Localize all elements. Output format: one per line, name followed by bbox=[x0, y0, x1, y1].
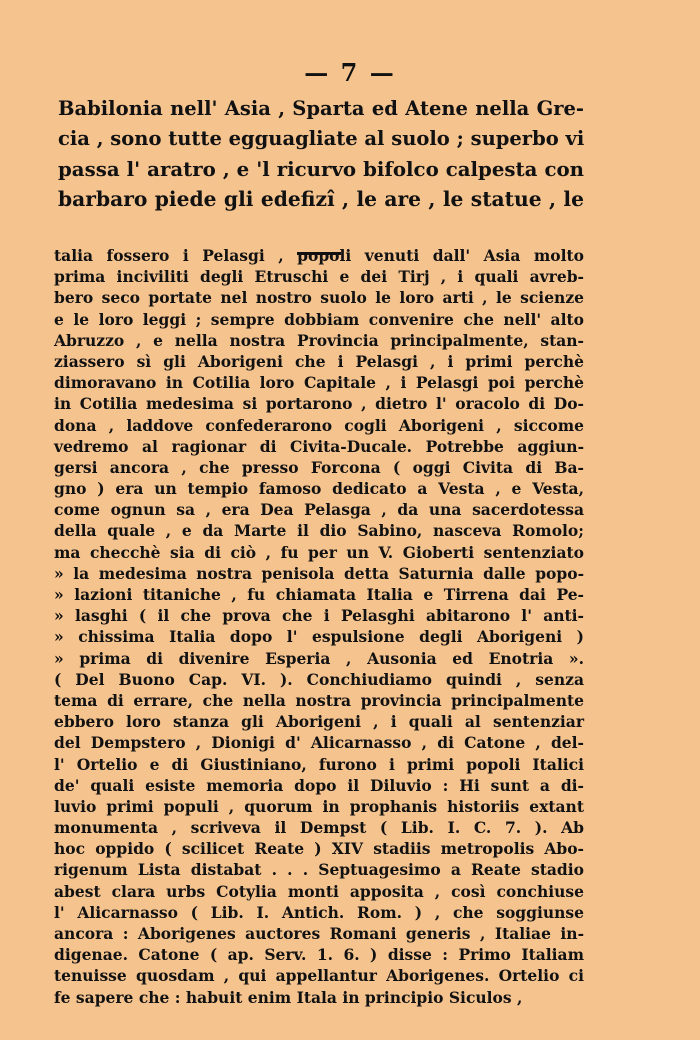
footnote-line: » lazioni titaniche , fu chiamata Italia e Tirrena dai Pe- bbox=[54, 585, 584, 604]
footnote-line: gno ) era un tempio famoso dedicato a Vesta , e Vesta, bbox=[54, 479, 584, 499]
footnote-line: gersi ancora , che presso Forcona ( oggi Civita di Ba- bbox=[54, 457, 584, 477]
footnote-line: bero seco portate nel nostro suolo le loro arti , le scienze bbox=[54, 288, 584, 308]
footnote-line: rigenum Lista distabat . . . Septuagesimo a Reate stadio bbox=[54, 860, 584, 880]
footnote-line: in Cotilia medesima si portarono , dietro l' oracolo di Do- bbox=[54, 394, 584, 414]
footnote-line: dimoravano in Cotilia loro Capitale , i Pelasgi poi perchè bbox=[54, 373, 584, 393]
footnote-line: del Dempstero , Dionigi d' Alicarnasso , di Catone , del- bbox=[54, 733, 584, 753]
footnote-line: ancora : Aborigenes auctores Romani generis , Italiae in- bbox=[54, 924, 584, 943]
footnote-line: vedremo al ragionar di Civita-Ducale. Potrebbe aggiun- bbox=[54, 436, 584, 456]
footnote-line: della quale , e da Marte il dio Sabino, nasceva Romolo; bbox=[54, 521, 584, 541]
footnote-line: prima inciviliti degli Etruschi e dei Tirj , i quali avreb- bbox=[54, 267, 584, 287]
main-text-line: passa l' aratro , e 'l ricurvo bifolco calpesta con bbox=[58, 157, 584, 181]
footnote-line: » prima di divenire Esperia , Ausonia ed Enotria ». bbox=[54, 648, 584, 668]
footnote-line: abest clara urbs Cotylia monti apposita , così conchiuse bbox=[54, 881, 584, 901]
footnote-line: » la medesima nostra penisola detta Saturnia dalle popo- bbox=[54, 563, 584, 583]
footnote-line: » chissima Italia dopo l' espulsione degli Aborigeni ) bbox=[54, 627, 584, 647]
footnote-line: » lasghi ( il che prova che i Pelasghi abitarono l' anti- bbox=[54, 606, 584, 626]
footnote-line: ebbero loro stanza gli Aborigeni , i quali al sentenziar bbox=[54, 712, 584, 732]
main-text-line: cia , sono tutte egguagliate al suolo ; superbo vi bbox=[58, 127, 585, 150]
footnote-line: l' Ortelio e di Giustiniano, furono i primi popoli Italici bbox=[54, 754, 584, 774]
footnote-line: come ognun sa , era Dea Pelasga , da una sacerdotessa bbox=[54, 500, 584, 520]
footnote-line: luvio primi populi , quorum in prophanis historiis extant bbox=[54, 796, 584, 816]
footnote-line: monumenta , scriveva il Dempst ( Lib. I. C. 7. ). Ab bbox=[54, 818, 584, 838]
footnote-line: hoc oppido ( scilicet Reate ) XIV stadiis metropolis Abo- bbox=[54, 839, 584, 859]
main-text-block bbox=[58, 94, 584, 214]
footnote-line: de' quali esiste memoria dopo il Diluvio : Hi sunt a di- bbox=[54, 775, 584, 795]
page-number: — 7 — bbox=[304, 58, 396, 87]
main-text-line: barbaro piede gli edefizî , le are , le statue , le bbox=[58, 187, 584, 211]
footnote-block bbox=[54, 241, 584, 1008]
footnote-line: digenae. Catone ( ap. Serv. 1. 6. ) disse : Primo Italiam bbox=[54, 945, 584, 965]
footnote-line: tenuisse quosdam , qui appellantur Aborigenes. Ortelio ci bbox=[54, 966, 584, 986]
footnote-line: fe sapere che : habuit enim Itala in principio Siculos , bbox=[54, 987, 523, 1007]
footnote-line: Abruzzo , e nella nostra Provincia principalmente, stan- bbox=[54, 330, 584, 350]
footnote-line: ( Del Buono Cap. VI. ). Conchiudiamo quindi , senza bbox=[54, 669, 584, 689]
main-text-line: Babilonia nell' Asia , Sparta ed Atene nella Gre- bbox=[58, 97, 584, 120]
footnote-line: e le loro leggi ; sempre dobbiam convenire che nell' alto bbox=[54, 309, 584, 329]
footnote-line: ma checchè sia di ciò , fu per un V. Gioberti sentenziato bbox=[54, 542, 584, 562]
footnote-line: tema di errare, che nella nostra provincia principalmente bbox=[54, 690, 584, 710]
footnote-line: l' Alicarnasso ( Lib. I. Antich. Rom. ) , che soggiunse bbox=[54, 902, 584, 922]
footnote-line: dona , laddove confederarono cogli Aborigeni , siccome bbox=[54, 415, 584, 435]
footnote-line: ziassero sì gli Aborigeni che i Pelasgi , i primi perchè bbox=[54, 351, 584, 371]
footnote-line: talia fossero i Pelasgi , popoli venuti dall' Asia molto bbox=[54, 246, 584, 265]
